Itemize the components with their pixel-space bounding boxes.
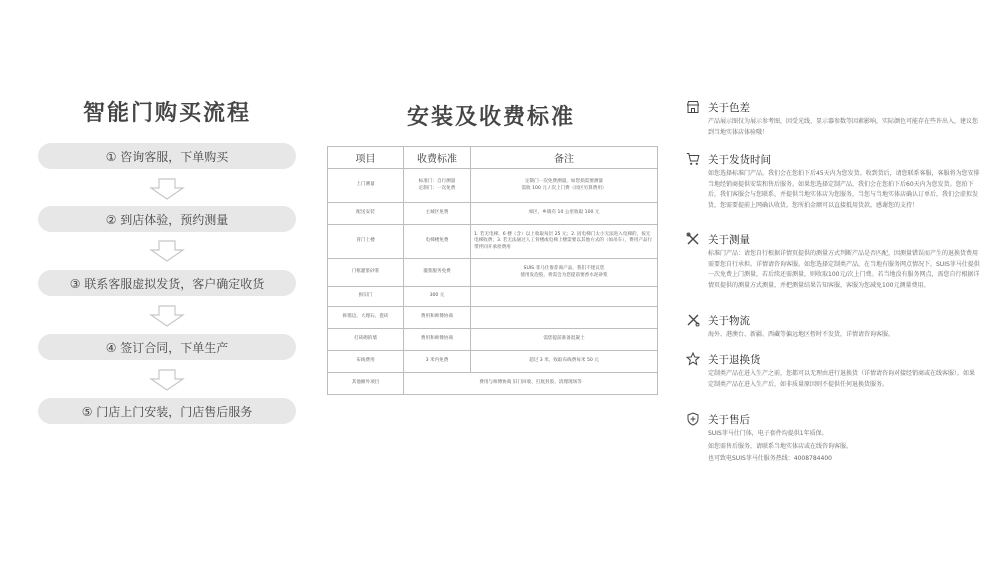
notice-text: 海外、港澳台、新疆、西藏等偏远地区暂时不发货，详情请咨询客服。 xyxy=(708,331,895,338)
table-row xyxy=(328,329,658,351)
purchase-flow-title: 智能门购买流程 xyxy=(82,101,251,126)
down-arrow-icon xyxy=(149,240,185,262)
notice-logistics xyxy=(686,313,986,341)
table-header-row xyxy=(328,147,658,169)
flow-step-3: ③ 联系客服虚拟发货，客户确定收货 xyxy=(38,270,296,296)
flow-step-4: ④ 签订合同，下单生产 xyxy=(38,334,296,360)
note-cell: 1. 若无电梯，6 楼（含）以上收取每层 25 元；2. 因电梯门太小无法进入电梯的，按无电梯收费；3. 若无法通过人工背楼或电梯上楼需要以其他方式的（如吊车），费用产品行带伴同开承担费用 xyxy=(471,225,658,259)
notice-text: 如您选择标准门产品，我们会在您拍下后45天内为您发货。收到货后，请您联系客服，客服将为您安排当地经销商提供安装和售后服务。如果您选择定制产品，我们会在您拍下后60天内为您发货。您拍下后，我们客服会与您联系，并提供当地实体店为您服务，当您与当地实体店确认订单后，我们会虚拟发货，您需要提前上网确认收货。您所拍金额可以直接抵用货款。感谢您的支持！ xyxy=(708,170,980,209)
table-row xyxy=(328,259,658,287)
item-cell: 拆墙边、大理石、瓷砖 xyxy=(328,307,404,329)
star-icon xyxy=(686,352,700,366)
table-row xyxy=(328,351,658,373)
table-row xyxy=(328,203,658,225)
down-arrow-icon xyxy=(149,369,185,391)
notice-color-difference xyxy=(686,100,986,138)
fee-cell: 费用与师傅协商 旧门回收、打底封胶、清理现场等 xyxy=(404,373,658,395)
fee-table xyxy=(327,146,658,395)
note-cell: SUIS 菲马仕推荐商产品，我们不建议您 使用发泡胶，将需会为您提前要香水泥砂浆 xyxy=(471,259,658,287)
delivery-icon xyxy=(686,313,700,327)
item-cell: 背门上楼 xyxy=(328,225,404,259)
notice-measurement xyxy=(686,232,986,291)
fee-cell: 300 元 xyxy=(404,287,471,307)
shield-icon xyxy=(686,412,700,426)
fee-cell: 标准门：自行测量 定制门：一次免费 xyxy=(404,169,471,203)
notice-title: 关于物流 xyxy=(708,314,750,327)
notice-text: 如您需售后服务，请联系当地实体店或在线咨询客服。 xyxy=(708,442,853,450)
cart-icon xyxy=(686,152,700,166)
fee-cell: 费用和师傅协商 xyxy=(404,329,471,351)
item-cell: 上门测量 xyxy=(328,169,404,203)
fee-cell: 3 米内免费 xyxy=(404,351,471,373)
notice-text: 标准门产品：请您自行根据详情页提供的测量方式判断产品是否匹配，因测量错误而产生的退换货费用需要您自行承担。详情请咨询客服。如您选择定制类产品，在当地有服务网点情况下，SUIS菲马仕提供一次免费上门测量，若后续还需测量，则收取100元/次上门费。若当地没有服务网点，需您自行根据详情页提供的测量方式测量，并把测量结果告知客服，客服为您减免100元测量费用。 xyxy=(708,250,980,289)
column-header: 项目 xyxy=(328,147,404,169)
table-row xyxy=(328,225,658,259)
table-row xyxy=(328,169,658,203)
flow-step-2: ② 到店体验，预约测量 xyxy=(38,206,296,232)
notice-title: 关于色差 xyxy=(708,101,750,114)
notice-title: 关于发货时间 xyxy=(708,153,771,166)
notice-title: 关于测量 xyxy=(708,233,750,246)
shop-icon xyxy=(686,100,700,114)
service-hotline: 也可致电SUIS菲马仕服务热线：4008784400 xyxy=(708,455,832,462)
down-arrow-icon xyxy=(149,305,185,327)
fee-cell: 费用和师傅协商 xyxy=(404,307,471,329)
fee-cell: 灌浆服务免费 xyxy=(404,259,471,287)
notice-after-sales xyxy=(686,412,986,465)
notice-text: 定制类产品在进入生产之前，您都可以无理由进行退换货（详情请咨询对接经销商或在线客服）。如果定制类产品在进入生产后，如非质量原因则不提供任何退换货服务。 xyxy=(708,370,976,388)
note-cell: 需您提前准备混凝土 xyxy=(471,329,658,351)
item-cell: 打砖砌的墙 xyxy=(328,329,404,351)
item-cell: 门框灌浆砂浆 xyxy=(328,259,404,287)
tools-icon xyxy=(686,232,700,246)
flow-step-1: ① 咨询客服，下单购买 xyxy=(38,143,296,169)
purchase-flow-panel xyxy=(38,0,296,562)
notice-text: SUIS菲马仕门体，电子套件均提供1年质保。 xyxy=(708,430,828,437)
table-row xyxy=(328,373,658,395)
note-cell xyxy=(471,287,658,307)
fee-cell: 主城区免费 xyxy=(404,203,471,225)
item-cell: 拆旧门 xyxy=(328,287,404,307)
item-cell: 配送安装 xyxy=(328,203,404,225)
notice-shipping-time xyxy=(686,152,986,211)
column-header: 备注 xyxy=(471,147,658,169)
table-row xyxy=(328,287,658,307)
fee-cell: 电梯楼免费 xyxy=(404,225,471,259)
fee-standard-title: 安装及收费标准 xyxy=(406,105,575,130)
notice-title: 关于退换货 xyxy=(708,353,761,366)
table-row xyxy=(328,307,658,329)
notice-text: 产品展示图仅为展示参考图，因受光线、显示器参数等因素影响，实际颜色可能存在些许出入，建议您到当地实体店体验哦！ xyxy=(708,118,979,136)
note-cell: 定制门一次免费测量，如您损需要测量 需收 100 元 / 次上门费（同区另算费用） xyxy=(471,169,658,203)
flow-step-5: ⑤ 门店上门安装，门店售后服务 xyxy=(38,398,296,424)
column-header: 收费标准 xyxy=(404,147,471,169)
note-cell: 超过 3 米，收取布线费每米 50 元 xyxy=(471,351,658,373)
item-cell: 布线费用 xyxy=(328,351,404,373)
item-cell: 其他额外项目 xyxy=(328,373,404,395)
note-cell xyxy=(471,307,658,329)
down-arrow-icon xyxy=(149,178,185,200)
notice-title: 关于售后 xyxy=(708,413,750,426)
note-cell: 郊区，乡镇有 10 公里收取 100 元 xyxy=(471,203,658,225)
notice-returns xyxy=(686,352,986,390)
